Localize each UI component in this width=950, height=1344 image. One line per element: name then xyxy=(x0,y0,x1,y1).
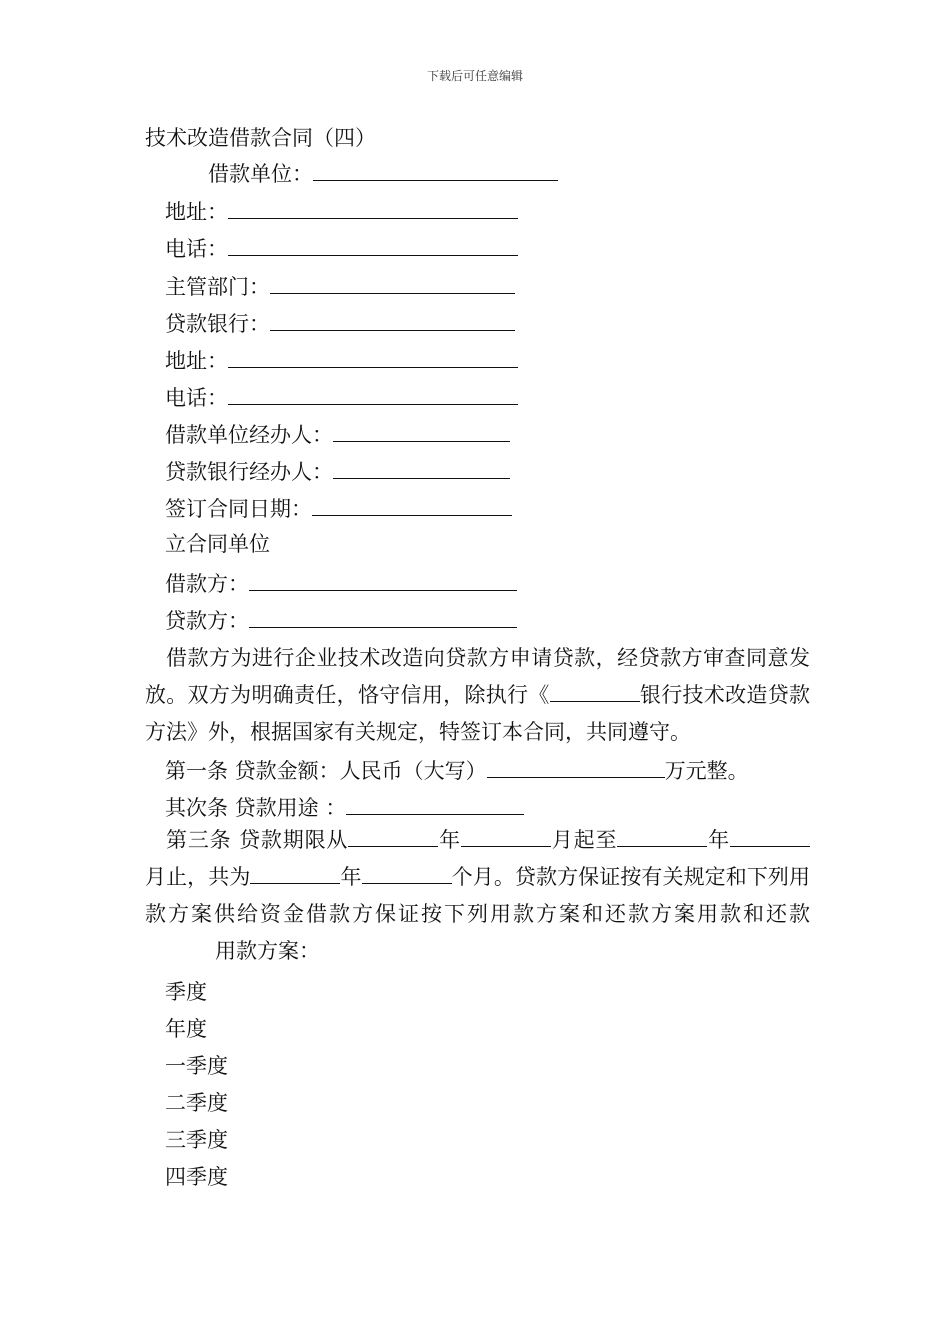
month-end-label: 月止，共为 xyxy=(145,865,251,889)
year-label: 年 xyxy=(707,828,731,852)
field-label: 借款单位经办人： xyxy=(165,423,333,447)
plan-row: 年度 xyxy=(165,1017,207,1041)
loan-purpose-blank[interactable] xyxy=(346,792,524,815)
total-years-blank[interactable] xyxy=(250,861,340,884)
field-borrower-agent xyxy=(165,419,510,449)
plan-row: 四季度 xyxy=(165,1165,228,1189)
field-label: 借款方： xyxy=(165,572,249,596)
plan-row: 一季度 xyxy=(165,1054,228,1078)
total-months-blank[interactable] xyxy=(362,861,452,884)
article-1-text: 第一条 贷款金额：人民币（大写） xyxy=(165,759,487,783)
field-label: 电话： xyxy=(165,386,228,410)
usage-plan-label: 用款方案： xyxy=(215,939,320,963)
article-1-suffix: 万元整。 xyxy=(664,759,749,783)
blank-line[interactable] xyxy=(249,605,517,628)
field-label: 签订合同日期： xyxy=(165,497,312,521)
field-contract-parties xyxy=(165,530,270,558)
blank-line[interactable] xyxy=(333,456,510,479)
article-2-text: 其次条 贷款用途 ： xyxy=(165,796,347,820)
field-label: 主管部门： xyxy=(165,275,270,299)
blank-line[interactable] xyxy=(312,493,512,516)
field-lending-bank xyxy=(165,308,515,338)
field-borrower-address xyxy=(165,196,518,226)
blank-line[interactable] xyxy=(333,419,510,442)
blank-line[interactable] xyxy=(228,196,518,219)
start-year-blank[interactable] xyxy=(348,824,438,847)
blank-line[interactable] xyxy=(270,271,515,294)
field-label: 立合同单位 xyxy=(165,532,270,556)
field-borrower xyxy=(208,158,558,188)
plan-row: 季度 xyxy=(165,980,207,1004)
loan-amount-blank[interactable] xyxy=(487,755,665,778)
field-supervisor-dept xyxy=(165,271,515,301)
page-header-note: 下载后可任意编辑 xyxy=(426,69,523,83)
field-label: 地址： xyxy=(165,200,228,224)
blank-line[interactable] xyxy=(249,568,517,591)
document-title: 技术改造借款合同（四） xyxy=(145,126,376,150)
article-3-rest: 个月。贷款方保证按有关规定和下列用款方案供给资金借款方保证按下列用款方案和还款方案用款和还款 xyxy=(145,865,811,926)
end-year-blank[interactable] xyxy=(617,824,707,847)
field-bank-phone xyxy=(165,382,518,412)
intro-text-2: 银行技术改造贷款方法》外，根据国家有关规定，特签订本合同，共同遵守。 xyxy=(145,683,811,744)
bank-name-blank[interactable] xyxy=(550,679,640,702)
field-signing-date xyxy=(165,493,512,523)
blank-line[interactable] xyxy=(228,345,518,368)
year-label: 年 xyxy=(438,828,461,852)
plan-row: 二季度 xyxy=(165,1091,228,1115)
field-label: 贷款方： xyxy=(165,609,249,633)
article-3-text: 第三条 贷款期限从 xyxy=(166,828,349,852)
blank-line[interactable] xyxy=(313,158,558,181)
field-lender-party xyxy=(165,605,517,635)
intro-paragraph xyxy=(145,640,810,751)
article-1 xyxy=(165,755,749,785)
intro-text-1: 借款方为进行企业技术改造向贷款方申请贷款，经贷款方审查同意发放。双方为明确责任，恪守信用，除执行《 xyxy=(145,646,810,707)
field-bank-agent xyxy=(165,456,510,486)
field-label: 电话： xyxy=(165,237,228,261)
blank-line[interactable] xyxy=(228,233,518,256)
blank-line[interactable] xyxy=(270,308,515,331)
end-month-blank[interactable] xyxy=(730,824,810,847)
plan-row: 三季度 xyxy=(165,1128,228,1152)
field-label: 贷款银行经办人： xyxy=(165,460,333,484)
field-label: 地址： xyxy=(165,349,228,373)
field-borrower-phone xyxy=(165,233,518,263)
month-from-label: 月起至 xyxy=(550,828,618,852)
field-label: 借款单位： xyxy=(208,162,313,186)
blank-line[interactable] xyxy=(228,382,518,405)
start-month-blank[interactable] xyxy=(461,824,551,847)
field-label: 贷款银行： xyxy=(165,312,270,336)
field-bank-address xyxy=(165,345,518,375)
field-borrower-party xyxy=(165,568,517,598)
article-2 xyxy=(165,792,524,822)
article-3 xyxy=(145,822,810,970)
year-label: 年 xyxy=(340,865,362,889)
